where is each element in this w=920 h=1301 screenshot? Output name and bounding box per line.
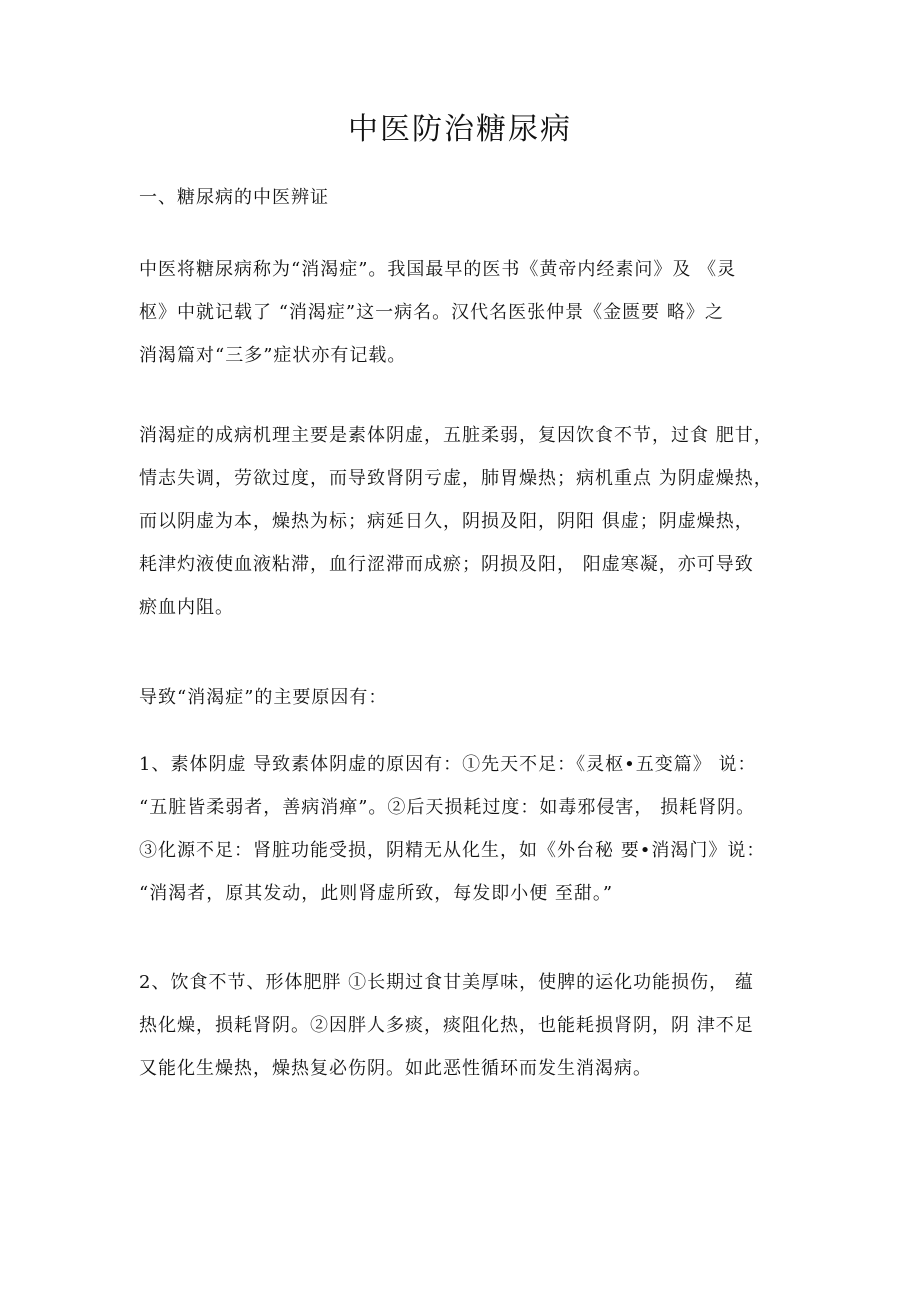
paragraph-intro: [139, 248, 794, 377]
paragraph-pathogenesis: [139, 414, 794, 629]
text-line: 中医将糖尿病称为“消渴症”。我国最早的医书《黄帝内经素问》及 《灵: [139, 259, 737, 280]
text-line: 又能化生燥热，燥热复必伤阴。如此恶性循环而发生消渴病。: [139, 1058, 652, 1079]
section-heading: 一、糖尿病的中医辨证: [139, 187, 329, 208]
text-line: 消渴症的成病机理主要是素体阴虚，五脏柔弱，复因饮食不节，过食 肥甘，: [139, 425, 773, 446]
text-line: ③化源不足：肾脏功能受损，阴精无从化生，如《外台秘 要•消渴门》说：: [139, 840, 766, 861]
text-line: 而以阴虚为本，燥热为标；病延日久，阴损及阳，阴阳 俱虚；阴虚燥热，: [139, 511, 754, 532]
text-line: 1、素体阴虚 导致素体阴虚的原因有：①先天不足：《灵枢•五变篇》 说：: [139, 754, 757, 775]
paragraph-cause-2: [139, 961, 794, 1090]
text-line: 枢》中就记载了 “消渴症”这一病名。汉代名医张仲景《金匮要 略》之: [139, 302, 724, 323]
text-line: “五脏皆柔弱者，善病消瘅”。②后天损耗过度：如毒邪侵害， 损耗肾阴。: [139, 797, 756, 818]
text-line: 2、饮食不节、形体肥胖 ①长期过食甘美厚味，使脾的运化功能损伤， 蕴: [139, 972, 754, 993]
text-line: 消渴篇对“三多”症状亦有记载。: [139, 345, 407, 366]
paragraph-causes-intro: [139, 676, 794, 719]
document-title: 中医防治糖尿病: [348, 112, 572, 147]
text-line: 导致“消渴症”的主要原因有：: [139, 687, 388, 708]
text-line: “消渴者，原其发动，此则肾虚所致，每发即小便 至甜。”: [139, 883, 614, 904]
text-line: 耗津灼液使血液粘滞，血行涩滞而成瘀；阴损及阳， 阳虚寒凝，亦可导致: [139, 554, 754, 575]
text-line: 情志失调，劳欲过度，而导致肾阴亏虚，肺胃燥热；病机重点 为阴虚燥热，: [139, 468, 773, 489]
text-line: 瘀血内阻。: [139, 597, 234, 618]
text-line: 热化燥，损耗肾阴。②因胖人多痰，痰阻化热，也能耗损肾阴，阴 津不足: [139, 1015, 754, 1036]
paragraph-cause-1: [139, 743, 794, 915]
